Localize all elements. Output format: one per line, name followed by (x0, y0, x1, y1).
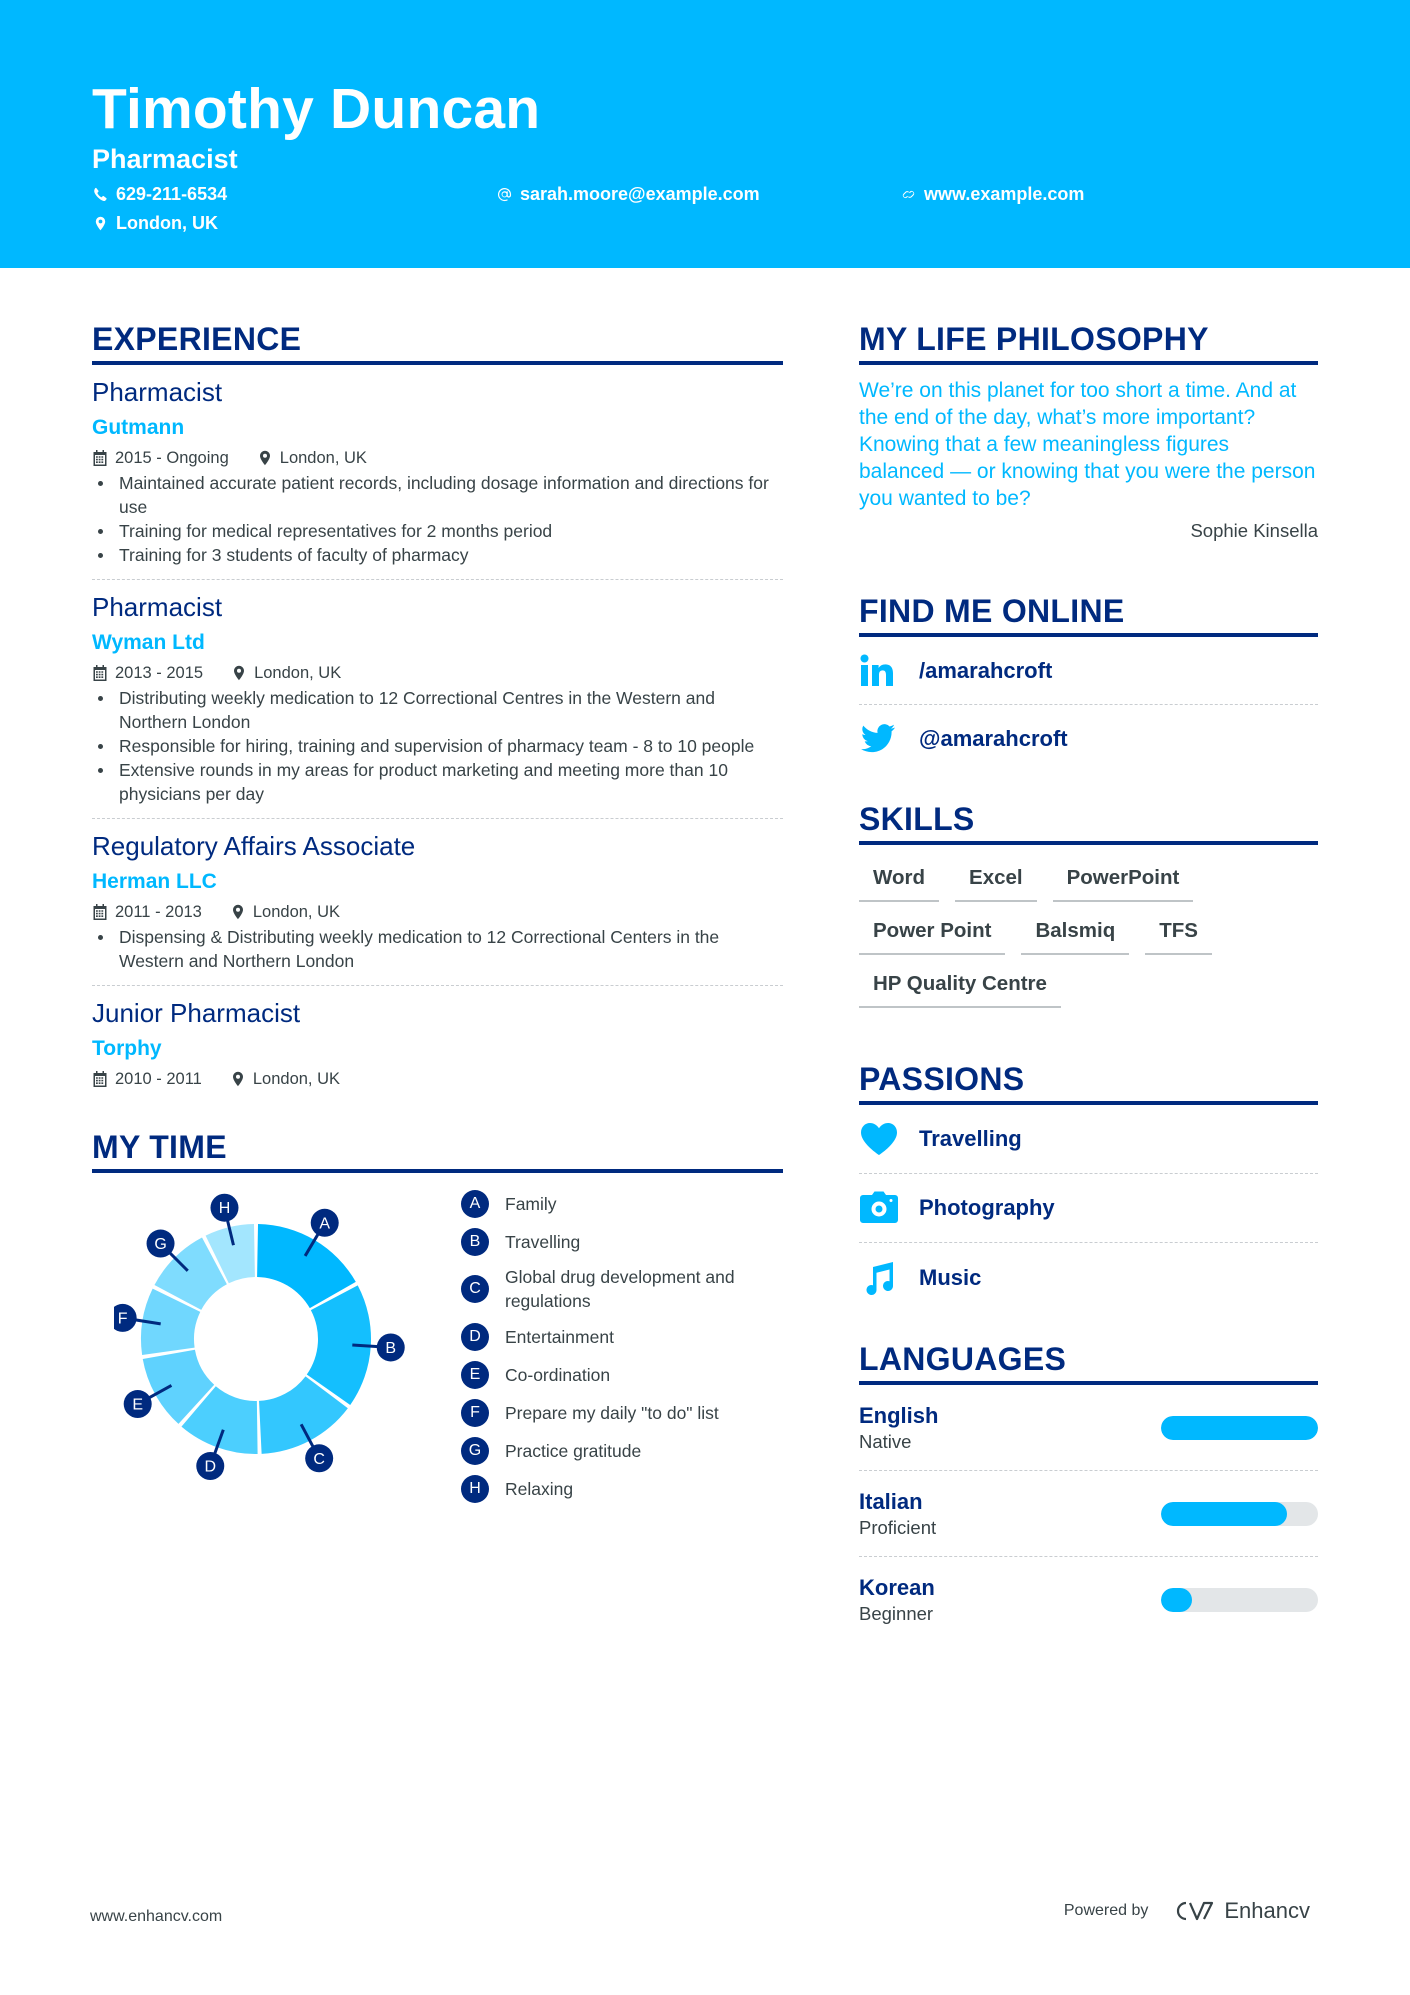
section-title-languages: LANGUAGES (859, 1340, 1318, 1385)
legend-item (461, 1398, 783, 1427)
job-bullet: Responsible for hiring, training and supervision of pharmacy team - 8 to 10 people (92, 734, 783, 758)
job-title: Junior Pharmacist (92, 998, 301, 1028)
job-company: Torphy (92, 1037, 162, 1060)
contact-email[interactable] (497, 184, 760, 205)
language-proficiency-bar (1161, 1416, 1318, 1440)
calendar-icon (92, 665, 108, 681)
job-bullet: Training for 3 students of faculty of pharmacy (92, 543, 783, 567)
online-label: @amarahcroft (919, 726, 1068, 751)
legend-item (461, 1360, 783, 1389)
location-pin-icon (230, 904, 246, 920)
resume-header (0, 0, 1410, 268)
contact-location (93, 213, 218, 234)
language-item (859, 1557, 1318, 1643)
linkedin-icon (859, 654, 897, 688)
at-icon (497, 187, 512, 202)
language-name: Korean (859, 1575, 935, 1600)
job-dates: 2010 - 2011 (92, 1068, 202, 1090)
legend-item (461, 1227, 783, 1256)
footer-branding[interactable] (1064, 1898, 1310, 1924)
legend-label: Co-ordination (505, 1364, 611, 1385)
online-item-linkedin[interactable] (859, 637, 1318, 705)
language-proficiency-fill (1161, 1588, 1192, 1612)
job-bullet: Training for medical representatives for 2 months period (92, 519, 783, 543)
job-title: Pharmacist (92, 592, 223, 622)
calendar-icon (92, 1071, 108, 1087)
job-location: London, UK (230, 901, 340, 923)
language-item (859, 1385, 1318, 1471)
legend-label: Family (505, 1193, 557, 1214)
skills-section (859, 800, 1318, 1008)
job-entry (92, 580, 783, 819)
job-entry (92, 986, 783, 1102)
job-bullet: Dispensing & Distributing weekly medication to 12 Correctional Centers in the Western and Northern London (92, 925, 783, 973)
footer-website-link[interactable]: www.enhancv.com (90, 1908, 223, 1925)
philosophy-quote: We’re on this planet for too short a time. And at the end of the day, what’s more important? Knowing that a few meaningless figures balanced — or knowing that you were the person you wanted to be? (859, 379, 1316, 510)
find-me-online-section (859, 592, 1318, 773)
svg-text:E: E (132, 1396, 144, 1414)
language-level: Beginner (859, 1603, 934, 1624)
section-title-experience: EXPERIENCE (92, 320, 783, 365)
my-time-donut-chart (114, 1189, 424, 1489)
section-title-find-me-online: FIND ME ONLINE (859, 592, 1318, 637)
job-meta (92, 662, 783, 684)
calendar-icon (92, 904, 108, 920)
passion-item (859, 1243, 1318, 1312)
section-title-philosophy: MY LIFE PHILOSOPHY (859, 320, 1318, 365)
calendar-icon (92, 450, 108, 466)
skill-tag: Word (859, 865, 939, 902)
svg-text:B: B (385, 1339, 397, 1357)
legend-label: Travelling (505, 1231, 581, 1252)
twitter-icon (859, 722, 897, 756)
location-pin-icon (93, 216, 108, 231)
brand-name: Enhancv (1224, 1898, 1310, 1923)
passion-label: Photography (919, 1195, 1055, 1220)
skill-tag: PowerPoint (1053, 865, 1194, 902)
location-pin-icon (257, 450, 273, 466)
legend-badge: B (461, 1228, 489, 1256)
svg-text:C: C (313, 1450, 325, 1468)
passion-label: Travelling (919, 1126, 1022, 1151)
language-proficiency-fill (1161, 1502, 1287, 1526)
job-dates: 2015 - Ongoing (92, 447, 229, 469)
passion-label: Music (919, 1264, 982, 1290)
legend-badge: D (461, 1323, 489, 1351)
job-meta (92, 447, 783, 469)
left-column (92, 320, 783, 1515)
job-title: Regulatory Affairs Associate (92, 831, 416, 861)
job-location: London, UK (257, 447, 367, 469)
skill-tag: Balsmiq (1021, 918, 1129, 955)
legend-badge: H (461, 1475, 489, 1503)
email-text: sarah.moore@example.com (520, 184, 760, 204)
legend-label: Global drug development and regulations (505, 1267, 735, 1311)
heart-icon (859, 1121, 899, 1157)
candidate-name: Timothy Duncan (92, 77, 541, 141)
powered-by-text: Powered by (1063, 1902, 1149, 1919)
language-level: Native (859, 1430, 912, 1452)
legend-badge: G (461, 1437, 489, 1465)
legend-label: Practice gratitude (505, 1440, 642, 1461)
language-item (859, 1471, 1318, 1557)
language-proficiency-bar (1161, 1502, 1318, 1526)
language-level: Proficient (859, 1516, 937, 1538)
online-item-twitter[interactable] (859, 705, 1318, 773)
location-pin-icon (231, 665, 247, 681)
online-label: /amarahcroft (919, 657, 1053, 683)
legend-item (461, 1189, 783, 1218)
passions-section (859, 1060, 1318, 1312)
job-bullets (92, 471, 783, 567)
contact-phone[interactable] (93, 184, 227, 205)
job-meta (92, 1068, 783, 1090)
job-bullet: Distributing weekly medication to 12 Correctional Centres in the Western and Northern London (92, 686, 783, 734)
skill-tag: Power Point (859, 918, 1005, 955)
language-name: Italian (859, 1488, 923, 1514)
passion-item (859, 1174, 1318, 1243)
enhancv-logo (1170, 1898, 1310, 1924)
svg-text:F: F (117, 1310, 128, 1328)
candidate-role: Pharmacist (92, 144, 238, 174)
skill-tag: Excel (955, 865, 1037, 902)
language-name: English (859, 1402, 939, 1428)
website-text: www.example.com (924, 184, 1085, 204)
passion-item (859, 1105, 1318, 1174)
skill-tag: TFS (1145, 918, 1212, 955)
section-title-skills: SKILLS (859, 800, 1318, 845)
legend-label: Entertainment (505, 1326, 614, 1347)
my-time-legend (461, 1189, 783, 1512)
languages-section (859, 1340, 1318, 1643)
link-icon (901, 187, 916, 202)
job-entry (92, 365, 783, 580)
quote-author: Sophie Kinsella (1190, 520, 1318, 541)
job-bullets (92, 925, 783, 973)
music-note-icon (859, 1260, 899, 1296)
svg-text:G: G (154, 1236, 167, 1254)
legend-badge: E (461, 1361, 489, 1389)
experience-section (92, 320, 783, 1102)
job-location: London, UK (231, 662, 341, 684)
language-proficiency-bar (1161, 1588, 1318, 1612)
phone-icon (93, 187, 108, 202)
legend-label: Relaxing (505, 1478, 574, 1499)
section-title-my-time: MY TIME (92, 1128, 783, 1173)
job-dates: 2011 - 2013 (92, 901, 202, 923)
job-company: Wyman Ltd (92, 631, 205, 654)
legend-badge: A (461, 1190, 489, 1218)
job-location: London, UK (230, 1068, 340, 1090)
philosophy-section (859, 320, 1318, 542)
legend-item (461, 1322, 783, 1351)
right-column (859, 320, 1318, 1643)
job-dates: 2013 - 2015 (92, 662, 203, 684)
legend-badge: F (461, 1399, 489, 1427)
section-title-passions: PASSIONS (859, 1060, 1318, 1105)
job-company: Herman LLC (92, 870, 217, 893)
job-bullet: Maintained accurate patient records, including dosage information and directions for use (92, 471, 783, 519)
svg-text:D: D (204, 1458, 217, 1476)
phone-text: 629-211-6534 (116, 184, 228, 204)
legend-item (461, 1474, 783, 1503)
skills-list (859, 865, 1318, 1008)
legend-item (461, 1436, 783, 1465)
skill-tag: HP Quality Centre (859, 971, 1061, 1008)
legend-badge: C (461, 1275, 489, 1303)
svg-text:A: A (319, 1215, 331, 1233)
contact-website[interactable] (901, 184, 1084, 205)
language-proficiency-fill (1161, 1416, 1318, 1440)
location-text: London, UK (116, 213, 218, 233)
my-time-section (92, 1128, 783, 1515)
svg-text:H: H (218, 1200, 231, 1218)
legend-item (461, 1265, 783, 1313)
camera-icon (859, 1190, 899, 1226)
my-time-body (92, 1185, 783, 1515)
job-entry (92, 819, 783, 986)
job-meta (92, 901, 783, 923)
job-bullets (92, 686, 783, 806)
job-bullet: Extensive rounds in my areas for product marketing and meeting more than 10 physicians per day (92, 758, 783, 806)
enhancv-logo-icon (1170, 1898, 1216, 1924)
legend-label: Prepare my daily "to do" list (505, 1402, 719, 1423)
job-title: Pharmacist (92, 377, 223, 407)
location-pin-icon (230, 1071, 246, 1087)
job-company: Gutmann (92, 416, 185, 439)
